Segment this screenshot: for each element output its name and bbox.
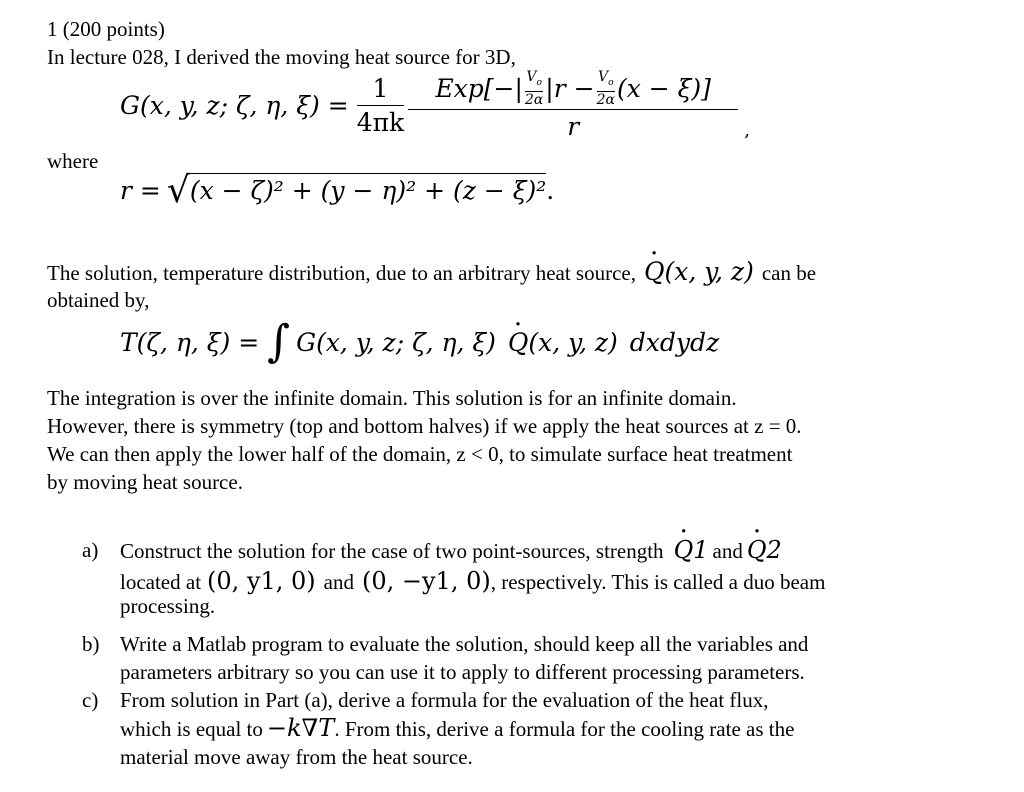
point-2: (0, −y1, 0) [361,567,491,595]
where-label: where [47,149,99,173]
part-c-line-2: which is equal to −k∇T . From this, derive a formula for the cooling rate as the [120,714,795,742]
v-over-2alpha-2: $\frac{V_o}{2\alpha}$ [596,69,615,108]
part-b-label: b) [82,632,100,656]
paragraph-line-1: The integration is over the infinite domain. This solution is for an infinite domain. [47,386,737,410]
paragraph-line-4: by moving heat source. [47,470,243,494]
solution-line-1 [47,258,816,287]
green-lhs: G(x, y, z; ζ, η, ξ) = [120,90,349,120]
flux-expression: −k∇T [266,714,335,742]
q1-symbol: · Q1 [674,536,709,564]
sqrt-expression [166,170,547,211]
integral-sign: ∫ [267,316,291,367]
part-c-label: c) [82,688,99,712]
green-exp-part2: |r − [545,73,595,103]
green-comma: , [744,119,750,141]
paragraph-line-3: We can then apply the lower half of the domain, z < 0, to simulate surface heat treatment [47,442,793,466]
t-rhs-q: · Q(x, y, z) [508,328,618,357]
part-a-label: a) [82,538,99,562]
problem-header: 1 (200 points) [47,17,165,41]
r-lhs: r = [120,176,161,205]
solution-text-2: can be [761,261,817,285]
green-coefficient [357,74,405,137]
part-b-body [120,630,940,686]
q2-symbol: · Q2 [747,536,782,564]
paragraph-line-2: However, there is symmetry (top and bottom halves) if we apply the heat sources at z = 0. [47,414,802,438]
t-rhs-2: dxdydz [629,327,720,357]
t-lhs: T(ζ, η, ξ) = [120,327,260,357]
part-c [82,686,942,776]
r-definition [120,170,555,211]
qdot-xyz: · Q(x, y, z) [644,258,754,286]
part-c-line-1: From solution in Part (a), derive a formula for the evaluation of the heat flux, [120,688,769,712]
part-b-line-2: parameters arbitrary so you can use it to apply to different processing parameters. [120,660,805,684]
part-a-line-2: located at (0, y1, 0) and (0, −y1, 0) , respectively. This is called a duo beam [120,567,826,595]
green-exp-part3: (x − ξ)] [616,73,711,103]
part-a-body [120,536,940,620]
v-over-2alpha-1: $\frac{V_o}{2\alpha}$ [524,69,544,108]
r-body: (x − ζ)² + (y − η)² + (z − ξ)² [190,173,546,205]
green-coef-den: 4πk [356,107,405,137]
part-a-line-3: processing. [120,594,216,618]
green-function-equation [120,70,750,141]
sqrt-sign: √ [166,170,190,211]
part-c-body [120,686,940,771]
green-fraction [408,70,738,141]
green-coef-num: 1 [372,73,389,103]
point-1: (0, y1, 0) [207,567,316,595]
intro-text: In lecture 028, I derived the moving heat source for 3D, [47,45,516,69]
t-rhs-1: G(x, y, z; ζ, η, ξ) [296,327,496,357]
green-denominator: r [567,111,580,141]
part-a [82,536,942,626]
part-a-line-1: Construct the solution for the case of two point-sources, strength · Q1 and · Q2 [120,536,940,565]
part-c-line-3: material move away from the heat source. [120,745,473,769]
part-b [82,630,942,686]
green-numerator [433,70,713,107]
solution-text-1: The solution, temperature distribution, due to an arbitrary heat source, [47,261,636,285]
temperature-equation [120,316,720,367]
r-period: . [546,176,555,205]
part-b-line-1: Write a Matlab program to evaluate the solution, should keep all the variables and [120,632,809,656]
solution-text-3: obtained by, [47,288,150,312]
green-exp-part1: Exp[−| [435,73,523,103]
